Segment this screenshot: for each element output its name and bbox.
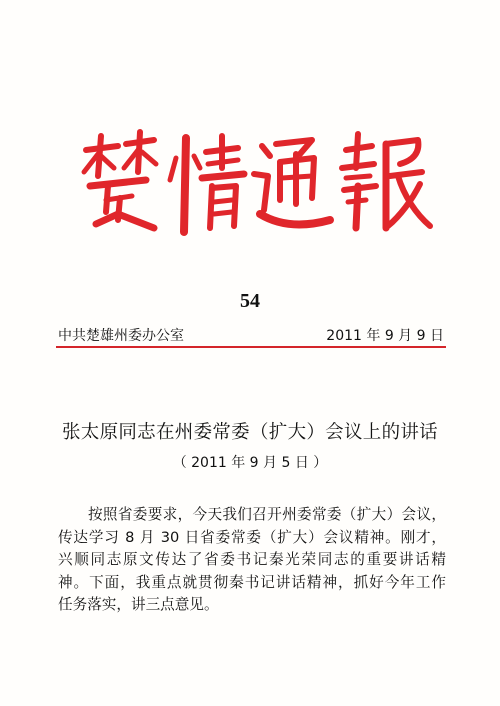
calligraphy-char-2 <box>170 136 244 232</box>
issue-info-row <box>58 325 444 343</box>
speech-date: （ 2011 年 9 月 5 日 ） <box>172 455 328 471</box>
issuing-office: 中共楚雄州委办公室 <box>58 328 184 344</box>
body-paragraph <box>58 504 446 617</box>
issue-number: 54 <box>240 290 260 312</box>
paragraph-line: 兴顺同志原文传达了省委书记秦光荣同志的重要讲话精 <box>58 551 446 569</box>
paragraph-line: 任务落实，讲三点意见。 <box>58 596 219 614</box>
calligraphy-char-1 <box>84 132 156 228</box>
masthead-calligraphy-logo <box>68 128 438 238</box>
masthead-calligraphy-graphic <box>68 128 438 238</box>
paragraph-line: 传达学习 8 月 30 日省委常委（扩大）会议精神。刚才， <box>58 528 446 546</box>
issue-date: 2011 年 9 月 9 日 <box>326 328 444 344</box>
paragraph-line: 神。下面，我重点就贯彻秦书记讲话精神，抓好今年工作 <box>58 573 446 591</box>
paragraph-line: 按照省委要求，今天我们召开州委常委（扩大）会议， <box>88 506 446 523</box>
calligraphy-char-3 <box>254 140 330 225</box>
red-divider-rule <box>56 346 446 348</box>
calligraphy-char-4 <box>342 134 430 228</box>
speech-title: 张太原同志在州委常委（扩大）会议上的讲话 <box>61 422 438 443</box>
